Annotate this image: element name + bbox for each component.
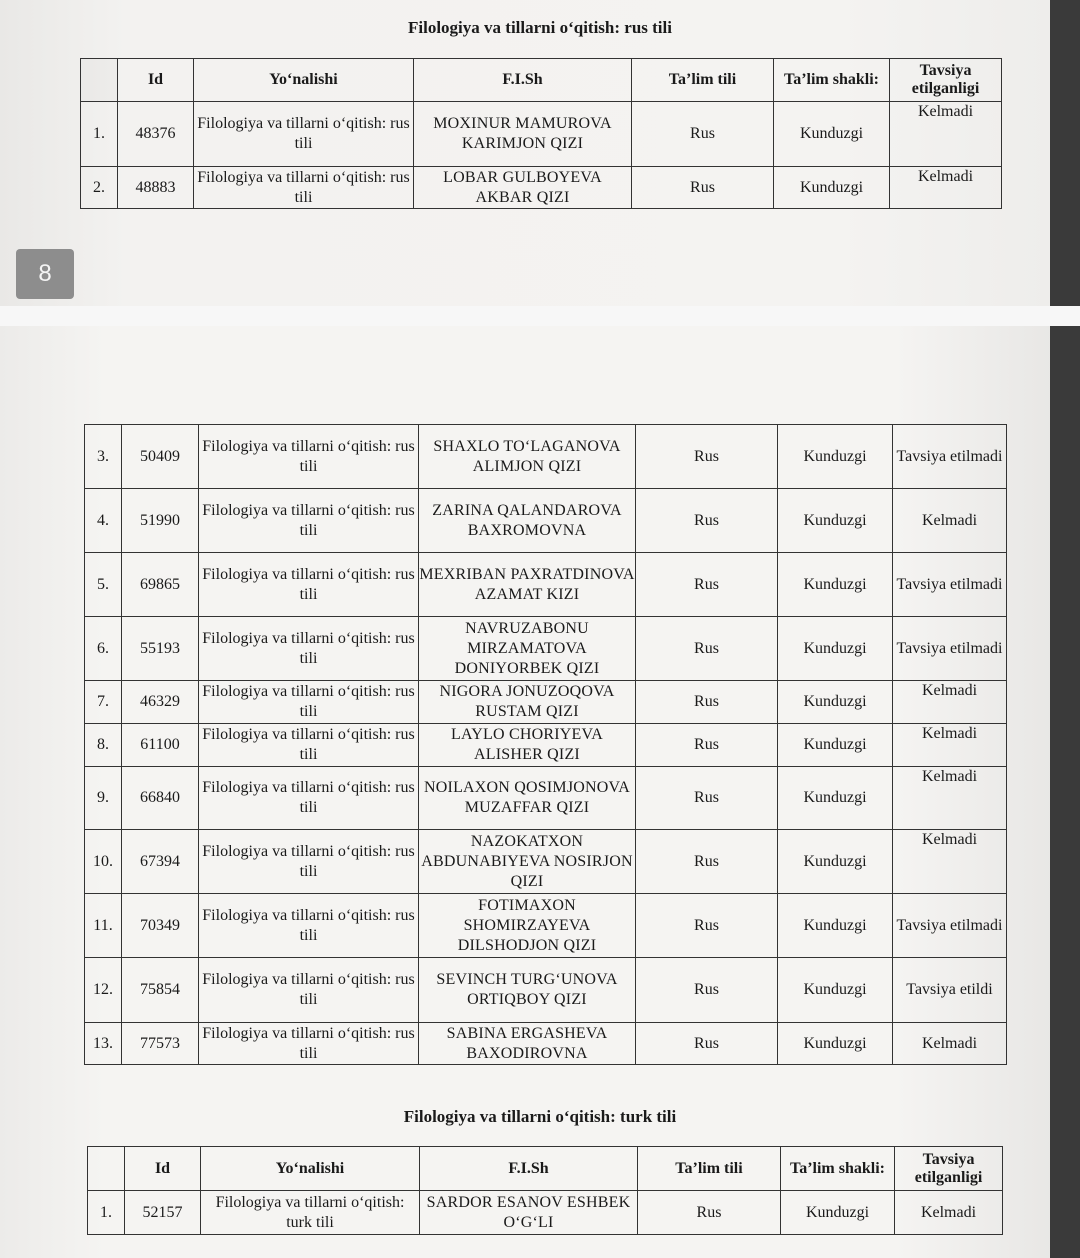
row-study-form: Kunduzgi: [778, 425, 893, 489]
row-recommendation: Tavsiya etilmadi: [893, 553, 1007, 617]
row-direction: Filologiya va tillarni o‘qitish: rus tili: [199, 724, 419, 767]
header-study-form: Ta’lim shakli:: [774, 59, 890, 102]
row-language: Rus: [636, 958, 778, 1023]
row-number: 12.: [85, 958, 122, 1023]
row-direction: Filologiya va tillarni o‘qitish: rus tili: [199, 767, 419, 830]
row-recommendation: Kelmadi: [895, 1191, 1003, 1235]
row-number: 4.: [85, 489, 122, 553]
row-id: 48883: [118, 167, 194, 209]
row-id: 61100: [122, 724, 199, 767]
row-direction: Filologiya va tillarni o‘qitish: rus tili: [199, 1023, 419, 1065]
section-title-turk: Filologiya va tillarni o‘qitish: turk tili: [403, 1107, 677, 1126]
row-fullname: FOTIMAXON SHOMIRZAYEVA DILSHODJON QIZI: [419, 894, 636, 958]
row-recommendation: Kelmadi: [893, 1023, 1007, 1065]
row-recommendation: Tavsiya etilmadi: [893, 425, 1007, 489]
table-row: [85, 489, 1007, 553]
row-fullname: MOXINUR MAMUROVA KARIMJON QIZI: [414, 102, 632, 167]
row-language: Rus: [636, 553, 778, 617]
table-row: [85, 724, 1007, 767]
row-study-form: Kunduzgi: [778, 724, 893, 767]
row-id: 52157: [125, 1191, 201, 1235]
table-row: [85, 681, 1007, 724]
row-study-form: Kunduzgi: [774, 167, 890, 209]
results-table-turk: [87, 1146, 1003, 1235]
row-recommendation: Tavsiya etildi: [893, 958, 1007, 1023]
table-row: [85, 830, 1007, 894]
row-language: Rus: [636, 425, 778, 489]
row-id: 48376: [118, 102, 194, 167]
row-recommendation: Kelmadi: [893, 724, 1007, 767]
row-id: 66840: [122, 767, 199, 830]
row-fullname: LAYLO CHORIYEVA ALISHER QIZI: [419, 724, 636, 767]
table-row: [85, 553, 1007, 617]
header-fullname: F.I.Sh: [414, 59, 632, 102]
table-row: [85, 617, 1007, 681]
page-separator: [0, 306, 1080, 326]
header-direction: Yo‘nalishi: [194, 59, 414, 102]
row-fullname: SABINA ERGASHEVA BAXODIROVNA: [419, 1023, 636, 1065]
row-direction: Filologiya va tillarni o‘qitish: rus tili: [199, 425, 419, 489]
row-direction: Filologiya va tillarni o‘qitish: rus tili: [199, 617, 419, 681]
table-row: [85, 767, 1007, 830]
row-direction: Filologiya va tillarni o‘qitish: turk tili: [201, 1191, 420, 1235]
row-study-form: Kunduzgi: [778, 894, 893, 958]
row-language: Rus: [636, 617, 778, 681]
header-direction: Yo‘nalishi: [201, 1147, 420, 1191]
row-study-form: Kunduzgi: [778, 830, 893, 894]
header-study-form: Ta’lim shakli:: [781, 1147, 895, 1191]
row-number: 10.: [85, 830, 122, 894]
row-recommendation: Tavsiya etilmadi: [893, 617, 1007, 681]
row-id: 51990: [122, 489, 199, 553]
row-direction: Filologiya va tillarni o‘qitish: rus tili: [199, 894, 419, 958]
row-study-form: Kunduzgi: [774, 102, 890, 167]
row-recommendation: Kelmadi: [893, 681, 1007, 724]
row-number: 1.: [81, 102, 118, 167]
table-row: [85, 894, 1007, 958]
table-row: [85, 1023, 1007, 1065]
table-row: [88, 1191, 1003, 1235]
row-direction: Filologiya va tillarni o‘qitish: rus tili: [199, 489, 419, 553]
row-direction: Filologiya va tillarni o‘qitish: rus tili: [194, 167, 414, 209]
row-fullname: SHAXLO TO‘LAGANOVA ALIMJON QIZI: [419, 425, 636, 489]
row-direction: Filologiya va tillarni o‘qitish: rus tili: [199, 958, 419, 1023]
row-recommendation: Kelmadi: [890, 102, 1002, 167]
row-language: Rus: [636, 1023, 778, 1065]
row-id: 67394: [122, 830, 199, 894]
row-id: 46329: [122, 681, 199, 724]
row-id: 50409: [122, 425, 199, 489]
results-table-rus-page2: [84, 424, 1007, 1065]
row-fullname: ZARINA QALANDAROVA BAXROMOVNA: [419, 489, 636, 553]
row-study-form: Kunduzgi: [778, 553, 893, 617]
row-fullname: SARDOR ESANOV ESHBEK O‘G‘LI: [420, 1191, 638, 1235]
row-fullname: NIGORA JONUZOQOVA RUSTAM QIZI: [419, 681, 636, 724]
row-recommendation: Tavsiya etilmadi: [893, 894, 1007, 958]
table-header-row: [88, 1147, 1003, 1191]
row-language: Rus: [638, 1191, 781, 1235]
row-language: Rus: [636, 681, 778, 724]
row-direction: Filologiya va tillarni o‘qitish: rus tili: [194, 102, 414, 167]
row-number: 3.: [85, 425, 122, 489]
header-id: Id: [125, 1147, 201, 1191]
row-id: 70349: [122, 894, 199, 958]
row-fullname: NAVRUZABONU MIRZAMATOVA DONIYORBEK QIZI: [419, 617, 636, 681]
row-language: Rus: [636, 830, 778, 894]
row-language: Rus: [636, 724, 778, 767]
row-fullname: LOBAR GULBOYEVA AKBAR QIZI: [414, 167, 632, 209]
row-id: 55193: [122, 617, 199, 681]
row-language: Rus: [636, 489, 778, 553]
row-study-form: Kunduzgi: [778, 681, 893, 724]
row-language: Rus: [632, 102, 774, 167]
table-row: [81, 102, 1002, 167]
row-direction: Filologiya va tillarni o‘qitish: rus tili: [199, 681, 419, 724]
table-row: [85, 958, 1007, 1023]
row-fullname: MEXRIBAN PAXRATDINOVA AZAMAT KIZI: [419, 553, 636, 617]
row-fullname: SEVINCH TURG‘UNOVA ORTIQBOY QIZI: [419, 958, 636, 1023]
header-id: Id: [118, 59, 194, 102]
header-language: Ta’lim tili: [632, 59, 774, 102]
section-title-rus: Filologiya va tillarni o‘qitish: rus tili: [408, 18, 672, 37]
header-language: Ta’lim tili: [638, 1147, 781, 1191]
page-number-badge[interactable]: 8: [16, 249, 74, 299]
row-recommendation: Kelmadi: [893, 830, 1007, 894]
row-language: Rus: [636, 767, 778, 830]
table-row: [81, 167, 1002, 209]
row-study-form: Kunduzgi: [781, 1191, 895, 1235]
row-recommendation: Kelmadi: [893, 489, 1007, 553]
row-direction: Filologiya va tillarni o‘qitish: rus tili: [199, 553, 419, 617]
table-row: [85, 425, 1007, 489]
row-direction: Filologiya va tillarni o‘qitish: rus tili: [199, 830, 419, 894]
table-header-row: [81, 59, 1002, 102]
row-number: 6.: [85, 617, 122, 681]
row-number: 11.: [85, 894, 122, 958]
row-id: 77573: [122, 1023, 199, 1065]
row-study-form: Kunduzgi: [778, 767, 893, 830]
row-number: 13.: [85, 1023, 122, 1065]
row-number: 8.: [85, 724, 122, 767]
row-study-form: Kunduzgi: [778, 489, 893, 553]
row-study-form: Kunduzgi: [778, 617, 893, 681]
row-recommendation: Kelmadi: [893, 767, 1007, 830]
row-id: 75854: [122, 958, 199, 1023]
header-recommendation: Tavsiya etilganligi: [895, 1147, 1003, 1191]
row-language: Rus: [636, 894, 778, 958]
row-fullname: NOILAXON QOSIMJONOVA MUZAFFAR QIZI: [419, 767, 636, 830]
results-table-rus-page1: [80, 58, 1002, 209]
row-number: 1.: [88, 1191, 125, 1235]
row-language: Rus: [632, 167, 774, 209]
row-study-form: Kunduzgi: [778, 1023, 893, 1065]
row-study-form: Kunduzgi: [778, 958, 893, 1023]
header-number: [81, 59, 118, 102]
row-number: 7.: [85, 681, 122, 724]
header-number: [88, 1147, 125, 1191]
row-fullname: NAZOKATXON ABDUNABIYEVA NOSIRJON QIZI: [419, 830, 636, 894]
row-number: 9.: [85, 767, 122, 830]
scan-edge: [1050, 0, 1080, 306]
header-fullname: F.I.Sh: [420, 1147, 638, 1191]
row-number: 2.: [81, 167, 118, 209]
header-recommendation: Tavsiya etilganligi: [890, 59, 1002, 102]
row-id: 69865: [122, 553, 199, 617]
row-number: 5.: [85, 553, 122, 617]
row-recommendation: Kelmadi: [890, 167, 1002, 209]
